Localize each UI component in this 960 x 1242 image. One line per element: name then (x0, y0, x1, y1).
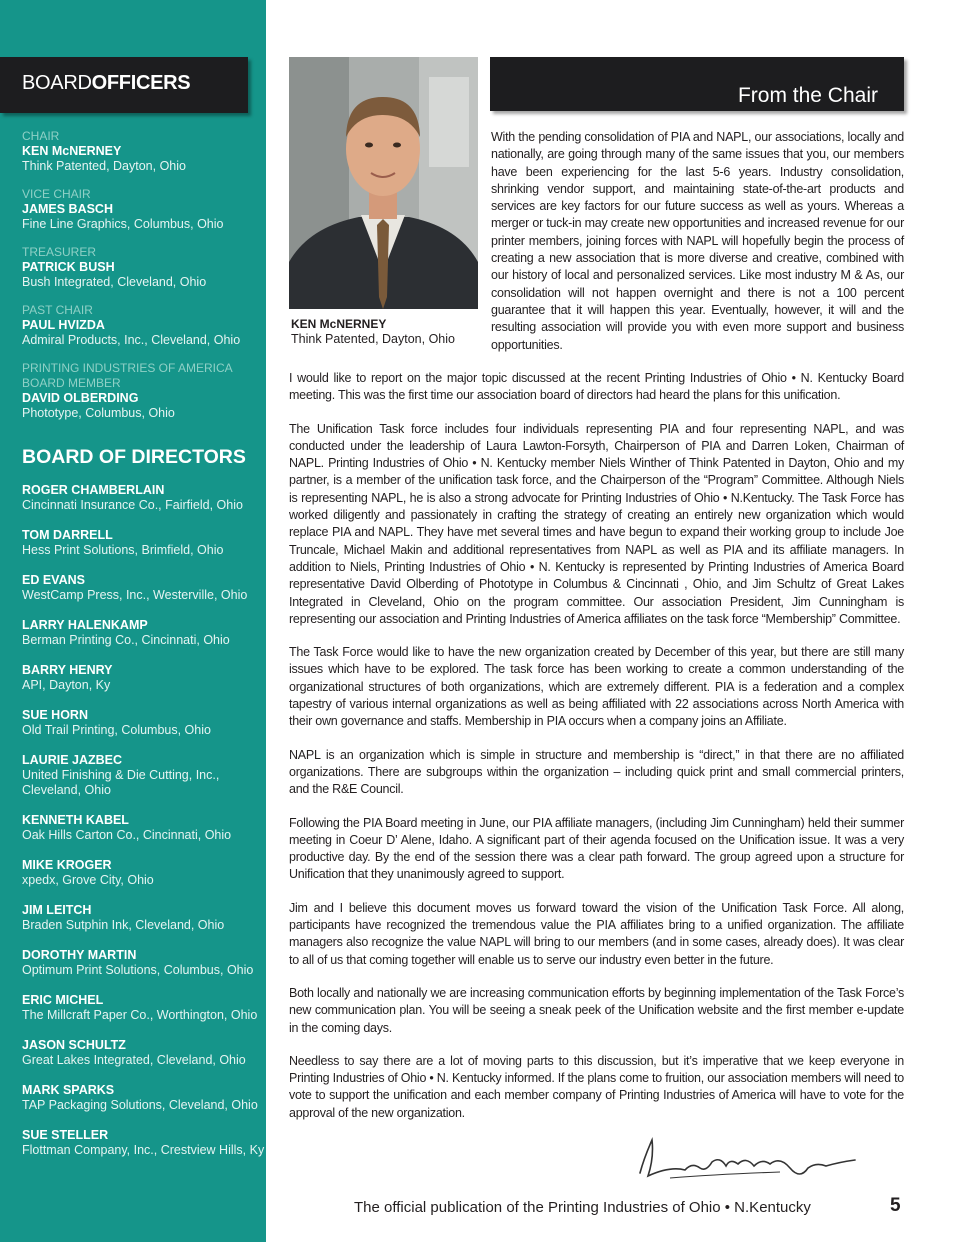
director-name: SUE HORN (22, 708, 88, 722)
director-org: Hess Print Solutions, Brimfield, Ohio (22, 543, 224, 557)
officer-role: PAST CHAIR (22, 303, 93, 317)
officers-list (22, 129, 262, 434)
director-name: JASON SCHULTZ (22, 1038, 126, 1052)
officer-entry (22, 303, 262, 348)
article-title: From the Chair (737, 84, 878, 107)
officer-name: KEN McNERNEY (22, 144, 122, 158)
director-entry (22, 618, 266, 648)
article-paragraph: I would like to report on the major topic discussed at the recent Printing Industries of Ohio • N. Kentucky Board meeting. This was the first time our association board of directors had heard the plans for this unification. (289, 371, 904, 403)
officer-org: Phototype, Columbus, Ohio (22, 406, 175, 420)
officer-role: CHAIR (22, 129, 60, 143)
article-paragraph: The Unification Task force includes four individuals representing PIA and four representing NAPL, and was conducted under the leadership of Laura Lawton-Forsyth, Chairperson of PIA and Darren Loken, Chairman of NAPL. Printing Industries of Ohio • N. Kentucky member Niels Winther of Think Patented in Dayton, Ohio and my partner, is a member of the unification task force, and the Chairperson of the “Program” Committee. Although Niels is representing NAPL, he is also a strong advocate for Printing Industries of Ohio • N.Kentucky. The Task Force has worked diligently and passionately in crafting the strategy of creating an entirely new organization which would replace PIA and NAPL. They have met several times and have begun to expand their working group to include Joe Truncale, Michael Makin and additional representatives from NAPL as well as PIA and its affiliate managers. In addition to Niels, Printing Industries of Ohio • N. Kentucky is represented by Printing Industries of America Board representative David Olberding of Phototype in Columbus & Cincinnati , Ohio, and Jim Schultz of Great Lakes Integrated in Cleveland, Ohio on the program committee. Our association President, Jim Cunningham is representing our association and Printing Industries of America affiliates on the task force “Membership” Committee. (289, 421, 904, 626)
director-org: Braden Sutphin Ink, Cleveland, Ohio (22, 918, 225, 932)
director-org: The Millcraft Paper Co., Worthington, Ohio (22, 1008, 258, 1022)
article-paragraph: Needless to say there are a lot of moving parts to this discussion, but it’s imperative that we keep everyone in Printing Industries of Ohio • N. Kentucky informed. If the plans come to fruition, our association members will need to vote to support the unification and each member company of Printing Industries of America will have to vote for the approval of the new organization. (289, 1053, 904, 1120)
director-org: Old Trail Printing, Columbus, Ohio (22, 723, 211, 737)
board-of-directors-title: BOARD OF DIRECTORS (22, 446, 246, 468)
director-entry (22, 573, 266, 603)
sidebar (0, 0, 266, 1242)
director-org: xpedx, Grove City, Ohio (22, 873, 154, 887)
director-entry (22, 948, 266, 978)
director-entry (22, 993, 266, 1023)
officer-name: PATRICK BUSH (22, 260, 115, 274)
director-entry (22, 903, 266, 933)
director-name: ROGER CHAMBERLAIN (22, 483, 165, 497)
director-org: Cincinnati Insurance Co., Fairfield, Ohio (22, 498, 243, 512)
director-entry (22, 1128, 266, 1158)
officer-name: PAUL HVIZDA (22, 318, 105, 332)
article-paragraph: NAPL is an organization which is simple in structure and membership is “direct,” in that there are no affiliated organizations. There are subgroups within the organization – including quick print and small commercial printers, and the R&E Council. (289, 747, 904, 797)
director-name: LAURIE JAZBEC (22, 753, 123, 767)
director-entry (22, 753, 266, 798)
officer-role: TREASURER (22, 245, 97, 259)
director-name: MIKE KROGER (22, 858, 112, 872)
director-entry (22, 1038, 266, 1068)
director-name: TOM DARRELL (22, 528, 113, 542)
director-org: WestCamp Press, Inc., Westerville, Ohio (22, 588, 248, 602)
caption-name: KEN McNERNEY (291, 317, 387, 331)
director-name: ERIC MICHEL (22, 993, 104, 1007)
director-entry (22, 663, 266, 693)
article-paragraph: Both locally and nationally we are increasing communication efforts by beginning implementation of the Task Force’s new communication plan. You will be seeing a sneak peek of the Unification website and the first member e-update in the coming days. (289, 985, 904, 1035)
photo-caption (291, 317, 481, 347)
director-name: KENNETH KABEL (22, 813, 129, 827)
article-paragraph: Following the PIA Board meeting in June, our PIA affiliate managers, (including Jim Cunningham) held their summer meeting in Coeur D’ Alene, Idaho. A significant part of their agenda focused on the Unification issue. It was a very productive day. By the end of the session there was a clear path forward. The group agreed upon a structure for Unification that they unanimously agreed to support. (289, 815, 904, 882)
article-paragraph: Jim and I believe this document moves us forward toward the vision of the Unification Task Force. All along, participants have recognized the tremendous value the PIA affiliates bring to a unified organization. The affiliate managers also recognize the value NAPL will bring to our members (and in some cases, already does). It was clear to all of us that coming together will enable us to serve our industry even better in the future. (289, 900, 904, 967)
officer-entry (22, 245, 262, 290)
article-intro: With the pending consolidation of PIA and NAPL, our associations, locally and nationally, are going through many of the same issues that you, our members have been experiencing for the last 5-6 years. Industry consolidation, shrinking vendor support, and maintaining state-of-the-art products and services are key factors for our future success as well as yours. Whereas a merger or tuck-in may create new opportunities and increased revenue for our printer members, joining forces with NAPL will hopefully begin the process of creating a new association that is more diverse and creative, combined with our history of local and personalized services. Like most industry M & As, our consolidation will not happen overnight and there is not a 100 percent guarantee that it will happen this year. Eventually, however, it will and the resulting association will provide you with even more support and business opportunities. (491, 130, 904, 352)
officer-role: VICE CHAIR (22, 187, 91, 201)
directors-list (22, 483, 266, 1173)
officer-entry (22, 187, 262, 232)
director-name: JIM LEITCH (22, 903, 92, 917)
officer-name: JAMES BASCH (22, 202, 113, 216)
footer-publication-text: The official publication of the Printing Industries of Ohio • N.Kentucky (354, 1199, 811, 1216)
director-entry (22, 483, 266, 513)
board-officers-header (0, 57, 248, 113)
director-org: API, Dayton, Ky (22, 678, 111, 692)
article-paragraph: The Task Force would like to have the new organization created by December of this year, but there are still many issues which have to be explored. The task force has been working to create a common understanding of the organizational structures of both organizations, which are extremely different. PIA is a federation and a complex tapestry of various internal organizations as well as being affiliated with 22 associations across North America with their own governance and staffs. Membership in PIA occurs when a company joins an Affiliate. (289, 645, 904, 729)
officer-org: Fine Line Graphics, Columbus, Ohio (22, 217, 224, 231)
officer-role: PRINTING INDUSTRIES OF AMERICA BOARD MEMBER (22, 361, 233, 390)
director-org: Great Lakes Integrated, Cleveland, Ohio (22, 1053, 246, 1067)
officer-name: DAVID OLBERDING (22, 391, 139, 405)
director-org: Oak Hills Carton Co., Cincinnati, Ohio (22, 828, 232, 842)
director-name: ED EVANS (22, 573, 85, 587)
director-entry (22, 813, 266, 843)
director-org: United Finishing & Die Cutting, Inc., Cleveland, Ohio (22, 768, 220, 797)
article-body (289, 370, 904, 1138)
signature (630, 1128, 860, 1188)
director-entry (22, 858, 266, 888)
officer-org: Think Patented, Dayton, Ohio (22, 159, 186, 173)
chair-portrait-photo (289, 57, 478, 309)
caption-org: Think Patented, Dayton, Ohio (291, 332, 455, 346)
director-name: SUE STELLER (22, 1128, 109, 1142)
director-entry (22, 528, 266, 558)
page-number: 5 (890, 1195, 901, 1216)
director-name: LARRY HALENKAMP (22, 618, 148, 632)
officer-entry (22, 361, 262, 421)
officer-entry (22, 129, 262, 174)
portrait-illustration (289, 57, 478, 309)
board-officers-title: BOARDOFFICERS (22, 72, 191, 94)
director-org: Optimum Print Solutions, Columbus, Ohio (22, 963, 254, 977)
director-entry (22, 1083, 266, 1113)
director-org: Flottman Company, Inc., Crestview Hills, Ky (22, 1143, 265, 1157)
from-the-chair-header (490, 57, 904, 111)
director-entry (22, 708, 266, 738)
director-name: MARK SPARKS (22, 1083, 115, 1097)
officer-org: Admiral Products, Inc., Cleveland, Ohio (22, 333, 241, 347)
director-name: BARRY HENRY (22, 663, 113, 677)
director-org: Berman Printing Co., Cincinnati, Ohio (22, 633, 230, 647)
director-org: TAP Packaging Solutions, Cleveland, Ohio (22, 1098, 258, 1112)
officer-org: Bush Integrated, Cleveland, Ohio (22, 275, 207, 289)
director-name: DOROTHY MARTIN (22, 948, 137, 962)
